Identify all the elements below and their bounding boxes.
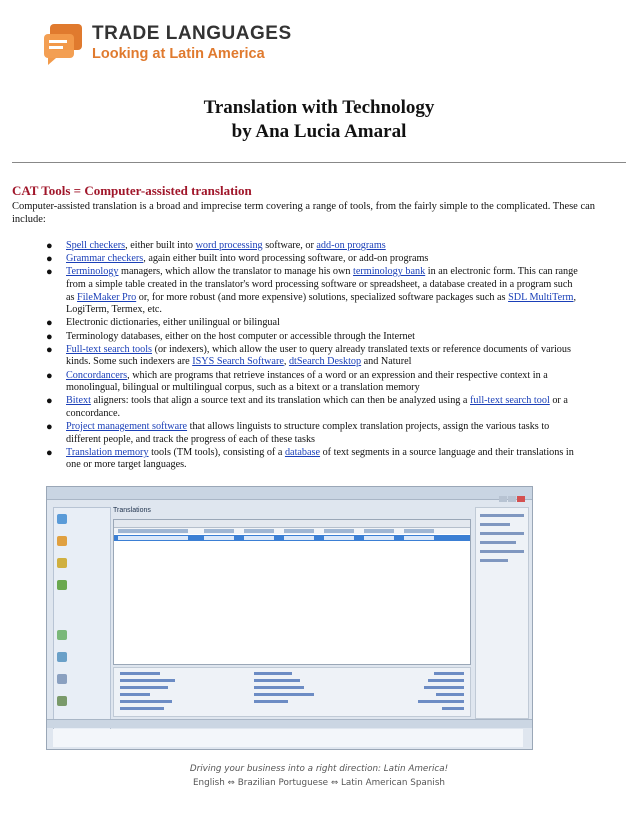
link-dtsearch-desktop[interactable]: dtSearch Desktop [288,356,362,368]
sidebar-item [54,650,110,668]
sidebar-item [54,628,110,646]
grid-cell [244,529,274,533]
list-text: , which are programs that retrieve instances of a word or an expression and their respective context in a monolingual, bilingual or multilingual corpus, such as a bitext or a translation memory [66,369,548,394]
cat-tools-section [12,183,612,473]
sidebar-item [54,578,110,624]
window-buttons [498,489,528,496]
bullet-icon: ● [46,317,53,330]
link-full-text-search-tools[interactable]: Full-text search tools [66,343,153,355]
maximize-icon [508,496,516,502]
list-text: and Naturel [361,356,412,368]
brand-tagline: Looking at Latin America [92,46,265,62]
list-item [12,421,612,446]
company-logo [40,20,300,68]
task-links-panel [113,667,471,717]
grid-cell [204,529,234,533]
grid-cell [364,529,394,533]
list-text: Electronic dictionaries, either unilingual or bilingual [66,317,280,329]
bullet-icon: ● [46,343,53,356]
termbase-icon [57,674,67,684]
screenshot-bottom-panel [53,729,523,747]
list-item [12,253,612,266]
screenshot-right-pane [475,507,529,719]
link-full-text-search-tool[interactable]: full-text search tool [470,395,550,407]
link-sdl-multiterm[interactable]: SDL MultiTerm [508,291,574,303]
settings-icon [57,696,67,706]
link-filemaker-pro[interactable]: FileMaker Pro [77,291,137,303]
list-text: or, for more robust (and more expensive) solutions, specialized software packages such as [136,291,509,303]
workflow-icon [57,630,67,640]
link-grammar-checkers[interactable]: Grammar checkers [66,253,144,265]
folder-icon [57,514,67,524]
list-text: , again either built into word processing software, or add-on programs [143,253,429,265]
list-item [12,240,612,253]
list-text: or a concordance. [66,395,568,419]
link-spell-checkers[interactable]: Spell checkers [66,240,126,251]
link-translation-memory[interactable]: Translation memory [66,446,149,458]
links-column [374,672,484,714]
list-text: that allows linguists to structure complex translation projects, assign the various tasks to different people, and track the progress of each of these tasks [66,421,550,445]
list-text: , LogiTerm, Termex, etc. [66,291,577,316]
list-item [12,266,612,316]
list-item [12,370,612,395]
minimize-icon [499,496,507,502]
link-terminology-bank[interactable]: terminology bank [353,266,426,278]
list-text: , [283,356,289,368]
screenshot-sidebar [53,507,111,745]
tools-list [12,240,612,472]
memory-icon [57,652,67,662]
panel-title: Translations [113,507,151,514]
grid-cell [324,529,354,533]
grid-cell [284,529,314,533]
translations-grid [113,519,471,665]
sidebar-item [54,556,110,574]
section-heading: CAT Tools = Computer-assisted translation [12,183,252,198]
sidebar-item [54,694,110,712]
author-line: by Ana Lucia Amaral [231,121,407,142]
list-text: in an electronic form. This can range from a simple table created in the translator's word processing software or spreadsheet, a database created in a program such as [66,266,578,303]
sidebar-item [54,534,110,552]
list-text: tools (TM tools), consisting of a [148,446,285,458]
bullet-icon: ● [46,330,53,343]
list-text: Terminology databases, either on the host computer or accessible through the Internet [66,330,415,342]
grid-cell [404,529,434,533]
table-row[interactable] [114,528,470,534]
link-add-on-programs[interactable]: add-on programs [316,240,386,251]
title-line: Translation with Technology [203,97,435,118]
list-text: managers, which allow the translator to manage his own [118,266,354,278]
close-icon [517,496,525,502]
link-database[interactable]: database [284,446,321,458]
link-isys-search-software[interactable]: ISYS Search Software [192,356,284,368]
title-divider [12,162,626,163]
bullet-icon: ● [46,253,53,266]
list-item [12,395,612,420]
grid-header [114,520,470,528]
document-title [0,96,638,144]
bullet-icon: ● [46,446,53,459]
screenshot-statusbar [47,719,532,728]
list-text: aligners: tools that align a source text and its translation which can then be analyzed using a [90,395,470,407]
page-footer [0,762,638,790]
grid-cell [404,536,434,540]
list-text: of text segments in a source language and their translations in one or more target languages. [66,446,574,471]
list-item [12,344,612,369]
bullet-icon: ● [46,421,53,434]
section-intro: Computer-assisted translation is a broad and imprecise term covering a range of tools, from the fairly simple to the complicated. These can include: [12,201,596,225]
translation-icon [57,580,67,590]
project-icon [57,536,67,546]
brand-name: TRADE LANGUAGES [92,23,292,44]
grid-cell [118,529,188,533]
grid-cell [364,536,394,540]
list-item [12,331,612,344]
speech-bubble-logo-icon [40,22,84,66]
links-column [120,672,230,714]
sidebar-item [54,672,110,690]
link-concordancers[interactable]: Concordancers [66,369,128,381]
cat-tool-screenshot [46,486,533,750]
link-bitext[interactable]: Bitext [66,395,91,407]
link-terminology[interactable]: Terminology [66,266,119,278]
grid-cell [204,536,234,540]
bullet-icon: ● [46,266,53,279]
bullet-icon: ● [46,369,53,382]
list-text: (or indexers), which allow the user to query already translated texts or reference documents of various kinds. Some such indexers are [66,343,571,368]
grid-cell [244,536,274,540]
list-item [12,447,612,472]
bullet-icon: ● [46,240,53,252]
footer-languages: English ⇔ Brazilian Portuguese ⇔ Latin American Spanish [193,778,445,788]
file-icon [57,558,67,568]
bullet-icon: ● [46,395,53,408]
list-text: , either built into [125,240,196,251]
link-word-processing[interactable]: word processing [195,240,263,251]
screenshot-titlebar [47,487,532,500]
link-project-management-software[interactable]: Project management software [66,421,188,433]
links-column [254,672,364,707]
list-item [12,317,612,330]
list-text: software, or [262,240,317,251]
grid-cell [324,536,354,540]
sidebar-item [54,512,110,530]
footer-slogan: Driving your business into a right direction: Latin America! [189,764,449,774]
grid-cell [284,536,314,540]
grid-cell [118,536,188,540]
table-row-selected[interactable] [114,535,470,541]
